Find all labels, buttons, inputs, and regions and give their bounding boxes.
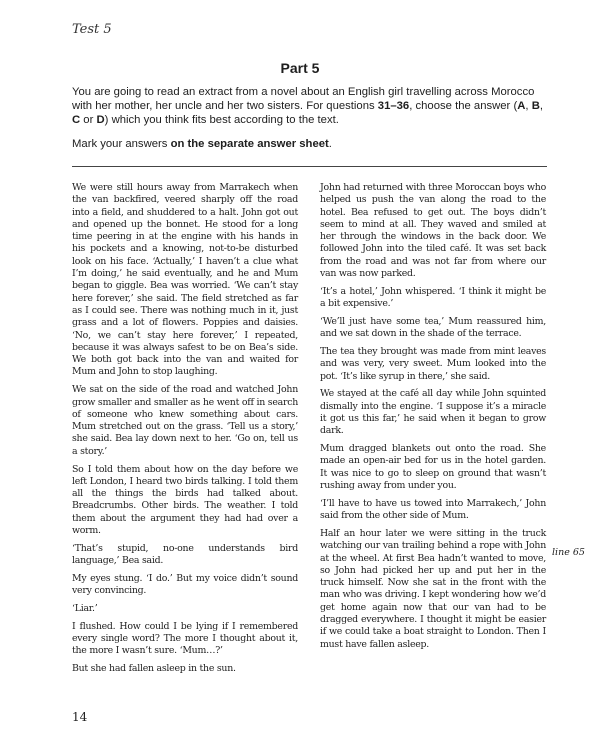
- passage-left-column: [72, 182, 298, 681]
- passage-paragraph: Mum dragged blankets out onto the road. She made an open-air bed for us in the hotel garden. It was nice to go to sleep on ground that wasn’t rushing away from under you.: [320, 443, 546, 492]
- option-c: C: [72, 114, 81, 126]
- line-reference-marker: line 65: [552, 547, 585, 558]
- passage-paragraph: ‘We’ll just have some tea,’ Mum reassured him, and we sat down in the shade of the terrace.: [320, 315, 546, 340]
- passage-paragraph: The tea they brought was made from mint leaves and was very, very sweet. Mum looked into the pot. ‘It’s like syrup in there,’ she said.: [320, 346, 546, 382]
- mark-text-before: Mark your answers: [72, 138, 171, 150]
- passage-paragraph: I flushed. How could I be lying if I remembered every single word? The more I thought about it, the more I wasn’t sure. ‘Mum…?’: [72, 620, 298, 657]
- mark-text-after: .: [328, 138, 332, 150]
- passage-paragraph: ‘That’s stupid, no-one understands bird language,’ Bea said.: [72, 542, 298, 567]
- passage-right-column: [320, 182, 546, 656]
- passage-paragraph: So I told them about how on the day before we left London, I heard two birds talking. I told them all the things the birds had talked about. Breadcrumbs. Other birds. The weather. I told them about the argument they had had over a worm.: [72, 463, 298, 537]
- passage-paragraph: My eyes stung. ‘I do.’ But my voice didn’t sound very convincing.: [72, 572, 298, 597]
- or-word: or: [80, 114, 97, 126]
- page-number: 14: [72, 710, 88, 724]
- passage-paragraph: ‘I’ll have to have us towed into Marrakech,’ John said from the other side of Mum.: [320, 497, 546, 522]
- instructions: [72, 85, 547, 161]
- passage-paragraph: We sat on the side of the road and watched John grow smaller and smaller as he went off in search of someone who knew something about cars. Mum stretched out on the grass. ‘Tell us a story,’ she said. Bea lay down next to her. ‘Go on, tell us a story.’: [72, 384, 298, 457]
- option-b: B: [531, 100, 540, 112]
- passage-paragraph: ‘Liar.’: [72, 603, 98, 614]
- intro-text-after: ) which you think fits best according to the text.: [104, 114, 339, 126]
- option-separator: ,: [539, 100, 543, 112]
- passage-paragraph: John had returned with three Moroccan boys who helped us push the van along the road to the hotel. Bea refused to get out. The boys didn’t seem to mind at all. They waved and smiled at her through the windows in the back door. We followed John into the tiled café. It was set back from the road and was not far from where our van was now parked.: [320, 182, 546, 280]
- option-a: A: [517, 100, 526, 112]
- passage-paragraph: But she had fallen asleep in the sun.: [72, 663, 236, 675]
- passage-paragraph: We were still hours away from Marrakech when the van backfired, veered sharply off the road into a field, and shuddered to a halt. John got out and opened up the bonnet. He stood for a long time peering in at the engine with his hands in his pockets and a knowing, not-to-be disturbed look on his face. ‘Actually,’ I haven’t a clue what I’m doing,’ he said eventually, and he and Mum began to giggle. Bea was worried. ‘We can’t stay here forever,’ she said. The field stretched as far as I could see. There was nothing much in it, just grass and a lot of flowers. Poppies and daisies. ‘No, we can’t stay here forever,’ I repeated, because it was always safest to be on Bea’s side. We both got back into the van and waited for Mum and John to stop laughing.: [72, 182, 298, 378]
- passage-paragraph: We stayed at the café all day while John squinted dismally into the engine. ‘I suppose it’s a miracle it got us this far,’ he said when it began to grow dark.: [320, 388, 546, 437]
- instructions-mark: [72, 137, 547, 151]
- passage-paragraph: ‘It’s a hotel,’ John whispered. ‘I think it might be a bit expensive.’: [320, 285, 546, 310]
- answer-sheet-emphasis: on the separate answer sheet: [170, 138, 329, 150]
- passage-paragraph: Half an hour later we were sitting in the truck watching our van trailing behind a rope with John at the wheel. At first Bea hadn’t wanted to move, so John had picked her up and put her in the truck himself. Now she sat in the front with the man who was driving. I kept wondering how we’d get home again now that our van had to be dragged everywhere. I thought it might be easier if we could take a boat straight to London. Then I must have fallen asleep.: [320, 527, 546, 650]
- part-title: Part 5: [280, 60, 320, 76]
- section-divider: [72, 166, 547, 167]
- intro-text-before: You are going to read an extract from a novel about an English girl travelling across Morocco with her mother, her uncle and her two sisters. For questions: [72, 86, 535, 112]
- option-d: D: [96, 114, 105, 126]
- option-separator: ,: [525, 100, 532, 112]
- question-range: 31–36: [377, 100, 410, 112]
- test-label: Test 5: [72, 22, 112, 37]
- intro-text-middle: , choose the answer (: [409, 100, 518, 112]
- instructions-intro: [72, 85, 547, 127]
